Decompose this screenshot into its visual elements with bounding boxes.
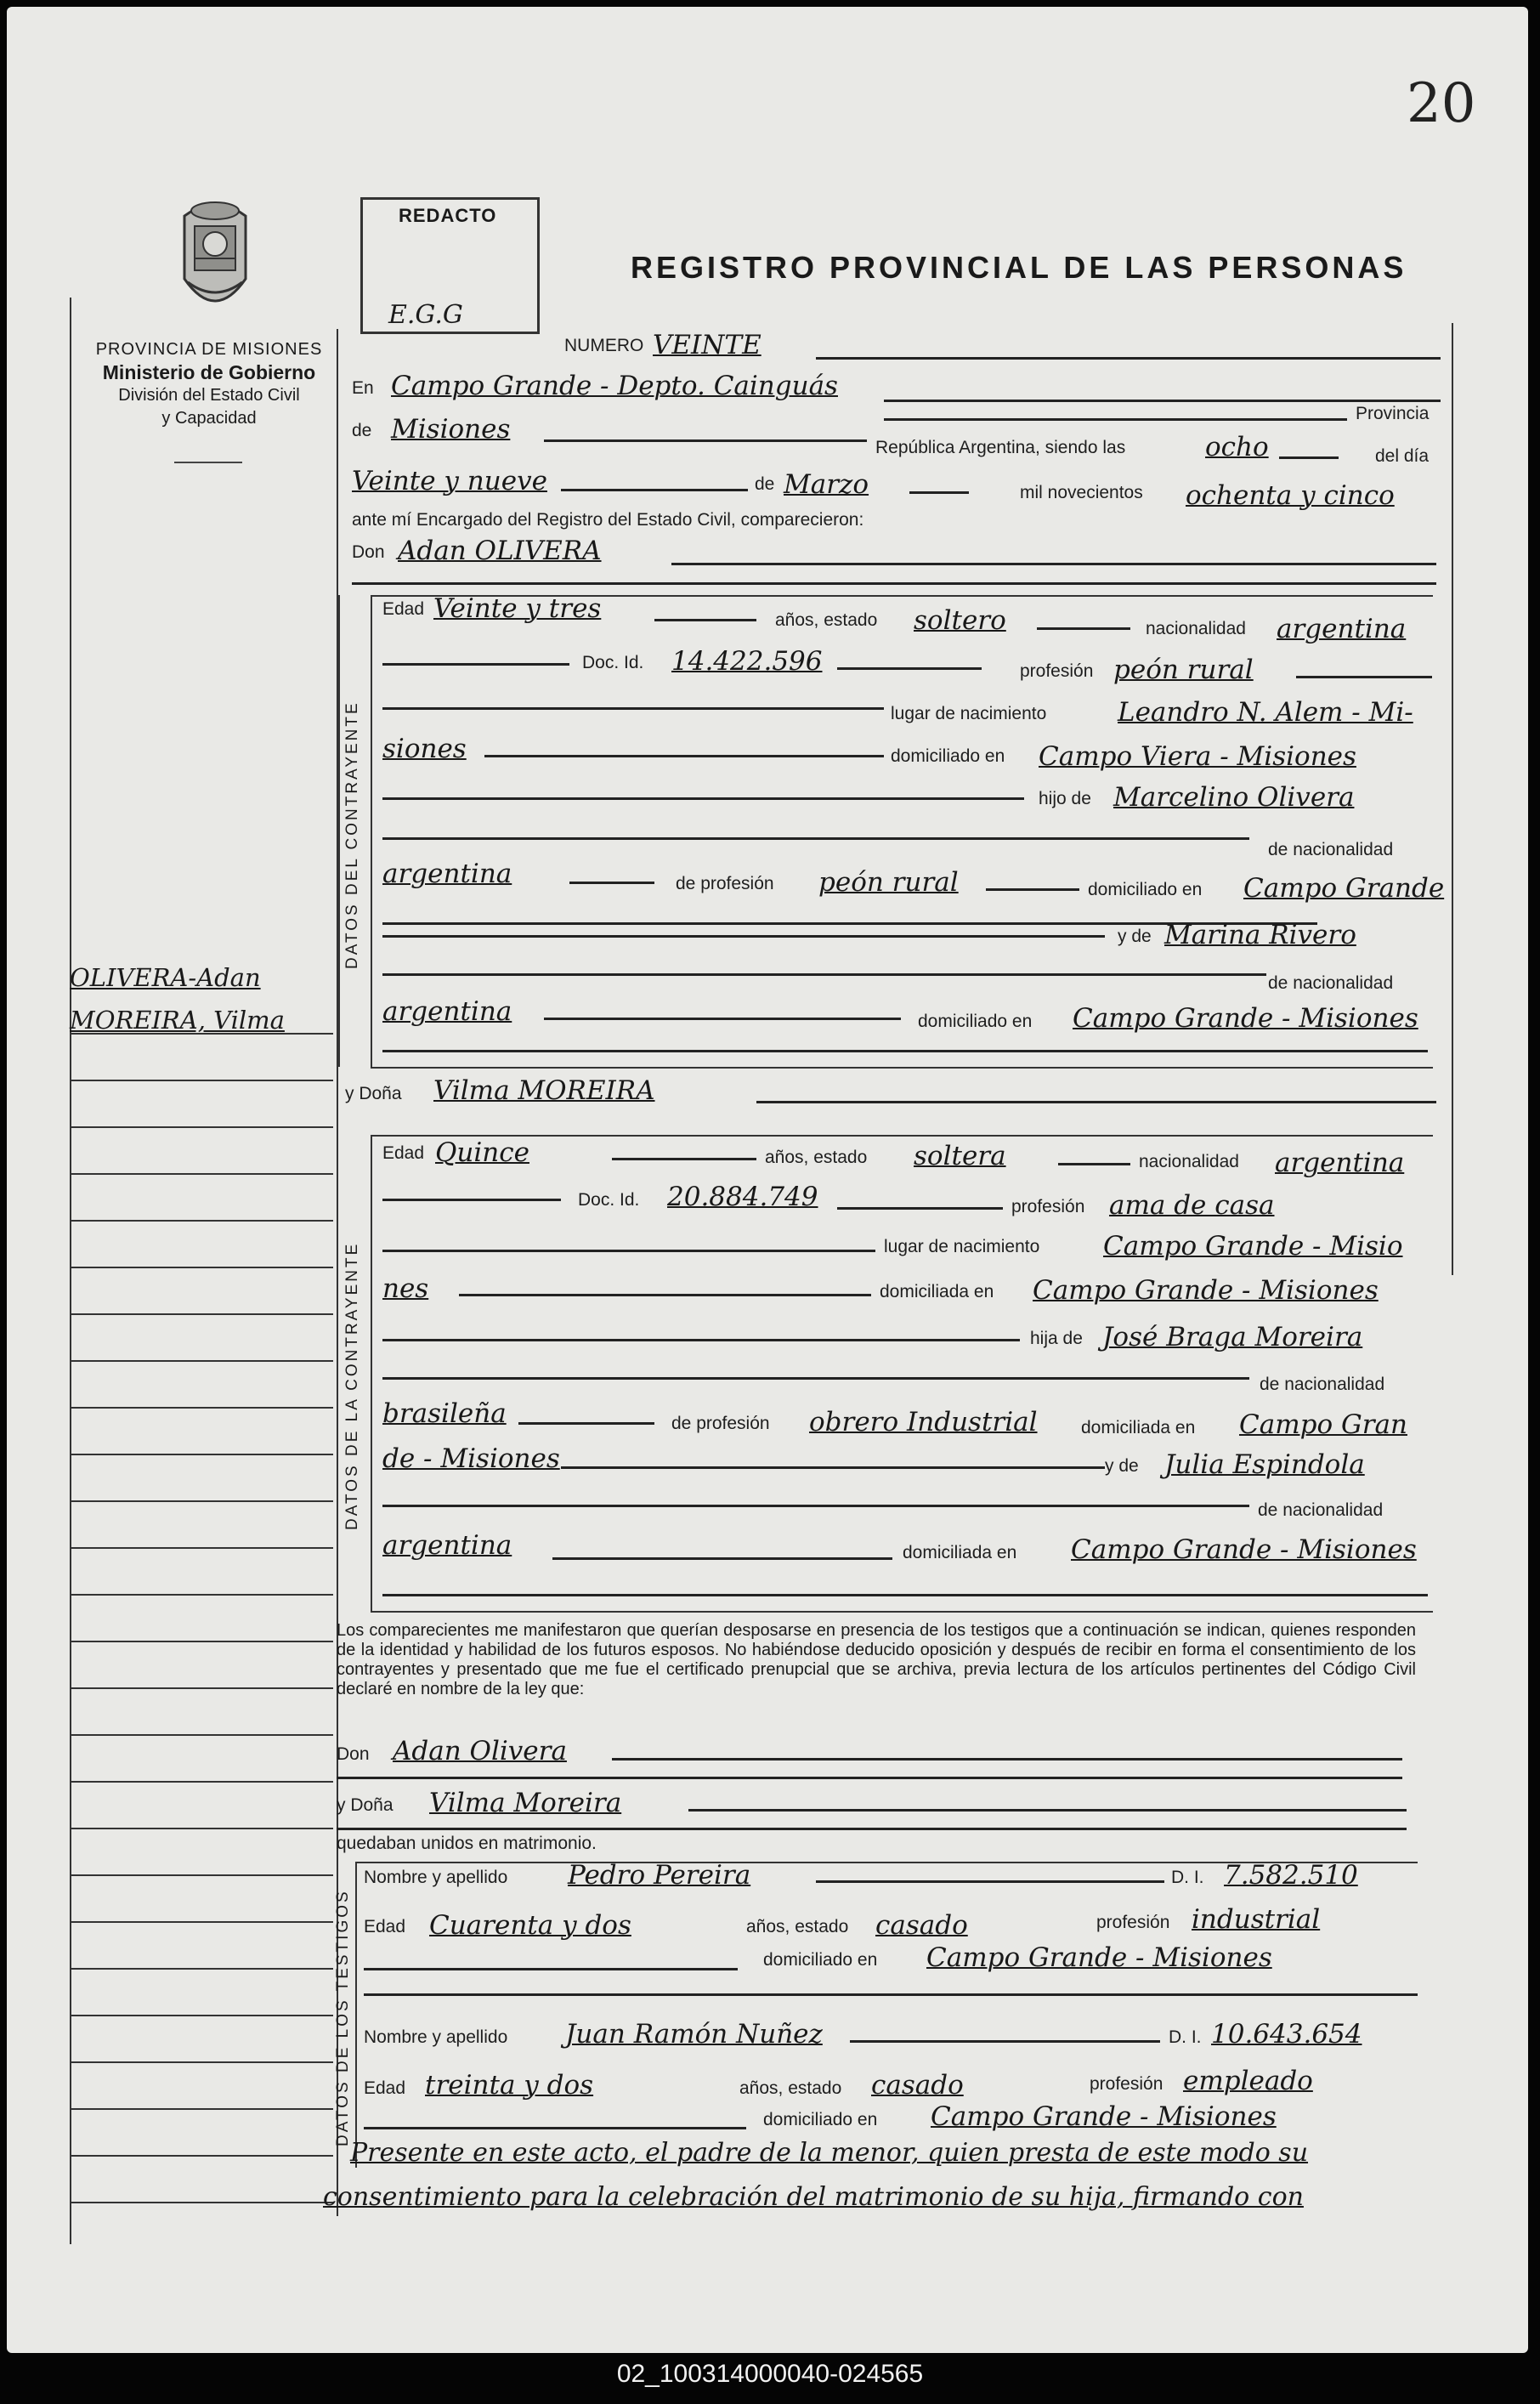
mes-line (909, 491, 969, 494)
f-padre-prof-value: obrero Industrial (809, 1407, 1038, 1437)
de-value: Misiones (391, 414, 511, 445)
contrayenta-bottom (371, 1611, 1433, 1613)
org-capacity: y Capacidad (161, 409, 257, 428)
f-padre-dom-label: domiciliada en (1081, 1418, 1196, 1437)
t1-profesion-value: industrial (1192, 1904, 1321, 1935)
f-domicilio-value: Campo Grande - Misiones (1033, 1275, 1379, 1306)
document-title: REGISTRO PROVINCIAL DE LAS PERSONAS (631, 250, 1407, 285)
del-dia-label: del día (1375, 446, 1430, 466)
f-edad-value: Quince (435, 1137, 529, 1168)
org-division: División del Estado Civil (118, 386, 300, 405)
f-bottom-line (382, 1594, 1428, 1596)
f-doc-value: 20.884.749 (667, 1182, 818, 1212)
f-lugar-value-2: nes (382, 1273, 429, 1304)
decl-don-label: Don (337, 1744, 370, 1764)
f-hija-line (382, 1339, 1020, 1341)
c-padre-dom-value: Campo Grande (1243, 873, 1445, 904)
mil-label: mil novecientos (1020, 483, 1143, 502)
f-padre-dom-line (561, 1466, 1105, 1469)
t2-di-label: D. I. (1169, 2027, 1202, 2047)
don-line-2 (352, 582, 1436, 585)
margin-name-groom: OLIVERA-Adan (70, 963, 261, 992)
c-hijo-line (382, 797, 1024, 800)
margin-border (70, 298, 71, 2244)
ante-label: ante mí Encargado del Registro del Estado Civil, comparecieron: (352, 510, 864, 530)
redacto-label: REDACTO (399, 205, 497, 226)
f-padre-dom-value-1: Campo Gran (1239, 1409, 1407, 1440)
decl-dona-label: y Doña (337, 1795, 393, 1815)
c-doc-value: 14.422.596 (671, 646, 823, 677)
de-mes-label: de (755, 474, 775, 494)
provincia-line (884, 418, 1347, 421)
f-madre-nac-value: argentina (382, 1530, 512, 1561)
t1-dom-line (364, 1968, 738, 1970)
anio-value: ochenta y cinco (1186, 480, 1395, 511)
t2-edad-label: Edad (364, 2078, 406, 2098)
t2-profesion-label: profesión (1090, 2074, 1163, 2094)
f-domiciliada-label: domiciliada en (880, 1282, 994, 1301)
dona-label: y Doña (345, 1084, 402, 1103)
f-lugar-line-2 (459, 1294, 871, 1296)
t2-edad-value: treinta y dos (425, 2070, 594, 2101)
t2-nombre-label: Nombre y apellido (364, 2027, 508, 2047)
t1-di-value: 7.582.510 (1224, 1860, 1358, 1891)
f-nacionalidad-value: argentina (1275, 1148, 1405, 1178)
f-hija-label: hija de (1030, 1329, 1083, 1348)
f-lugar-value-1: Campo Grande - Misio (1103, 1231, 1403, 1262)
numero-label: NUMERO (564, 336, 644, 355)
contrayente-side-rule (338, 595, 340, 1067)
contrayente-bottom (371, 1067, 1433, 1069)
f-padre-value: José Braga Moreira (1102, 1322, 1363, 1352)
f-madre-nac-label: de nacionalidad (1258, 1500, 1384, 1520)
t2-profesion-value: empleado (1183, 2066, 1313, 2096)
numero-line (816, 357, 1441, 360)
t2-dom-line (364, 2127, 746, 2129)
c-hijo-label: hijo de (1039, 789, 1091, 808)
c-lugar-line (382, 707, 884, 710)
f-lugar-line (382, 1250, 875, 1252)
f-estado-value: soltera (914, 1141, 1006, 1171)
f-madre-nac-line (382, 1505, 1249, 1507)
f-padre-nac-value: brasileña (382, 1398, 507, 1429)
t1-edad-value: Cuarenta y dos (429, 1910, 631, 1941)
c-madre-dom-value: Campo Grande - Misiones (1073, 1003, 1418, 1034)
f-profesion-label: profesión (1011, 1197, 1085, 1216)
c-estado-value: soltero (914, 605, 1006, 636)
c-padre-prof-label: de profesión (676, 874, 774, 893)
c-padre-nac-line (569, 882, 654, 884)
declaration-text: Los comparecientes me manifestaron que querían desposarse en presencia de los testigos que a continuación se indican, quienes responden de la identidad y habilidad de los futuros esposos. No habiéndose deducido oposición y después de recibir en forma el consentimiento de los contrayentes y presentado que me fue el certificado prenupcial que se archiva, previa lectura de los artículos pertinentes del Código Civil declaré en nombre de la ley que: (337, 1621, 1416, 1698)
testigos-section-label: DATOS DE LOS TESTIGOS (334, 1889, 352, 2146)
right-border (1452, 323, 1453, 1275)
f-doc-line-b (837, 1207, 1003, 1210)
c-nacionalidad-label: nacionalidad (1146, 619, 1246, 638)
contrayenta-bracket (371, 1135, 372, 1611)
c-profesion-value: peón rural (1113, 655, 1254, 685)
en-label: En (352, 378, 374, 398)
f-doc-line-a (382, 1199, 561, 1201)
dia-line (561, 489, 748, 491)
contrayenta-section-label: DATOS DE LA CONTRAYENTE (343, 1241, 361, 1530)
c-madre-line-b (382, 935, 1105, 938)
c-edad-value: Veinte y tres (433, 593, 602, 624)
f-madre-dom-value: Campo Grande - Misiones (1071, 1534, 1417, 1565)
provincial-crest-icon (164, 197, 266, 320)
contrayenta-name: Vilma MOREIRA (433, 1075, 655, 1106)
f-profesion-value: ama de casa (1109, 1190, 1275, 1221)
f-y-de-label: y de (1105, 1456, 1139, 1476)
c-doc-line-b (837, 667, 982, 670)
contrayente-name: Adan OLIVERA (398, 536, 602, 566)
de-line (544, 439, 867, 442)
c-profesion-label: profesión (1020, 661, 1094, 681)
f-padre-line (382, 1377, 1249, 1380)
c-nacionalidad-value: argentina (1277, 614, 1407, 644)
c-bottom-line (382, 1050, 1428, 1052)
c-padre-prof-value: peón rural (818, 867, 959, 898)
c-padre-prof-line (986, 888, 1079, 891)
c-padre-nac-label: de nacionalidad (1268, 840, 1394, 859)
hora-line (1279, 456, 1339, 459)
f-madre-value: Julia Espindola (1164, 1449, 1365, 1480)
mes-value: Marzo (784, 469, 869, 500)
c-lugar-value-1: Leandro N. Alem - Mi- (1118, 697, 1413, 728)
org-divider (174, 462, 242, 463)
provincia-label: Provincia (1356, 404, 1430, 423)
t1-estado-value: casado (875, 1910, 968, 1941)
c-padre-nac-value: argentina (382, 859, 512, 889)
c-lugar-value-2: siones (382, 734, 467, 764)
de-label: de (352, 421, 372, 440)
t1-domiciliado-label: domiciliado en (763, 1950, 878, 1970)
f-madre-dom-label: domiciliada en (903, 1543, 1017, 1562)
decl-dona-line (688, 1809, 1407, 1812)
f-anos-estado-label: años, estado (765, 1148, 868, 1167)
c-domicilio-value: Campo Viera - Misiones (1039, 741, 1356, 772)
decl-dona-value: Vilma Moreira (429, 1788, 622, 1818)
f-madre-dom-line (552, 1557, 892, 1560)
org-ministry: Ministerio de Gobierno (102, 361, 316, 383)
contrayenta-top (371, 1135, 1433, 1137)
f-nacionalidad-label: nacionalidad (1139, 1152, 1239, 1171)
quedaban-text: quedaban unidos en matrimonio. (337, 1834, 597, 1853)
c-anos-estado-label: años, estado (775, 610, 878, 630)
f-edad-label: Edad (382, 1143, 425, 1163)
decl-dona-line-2 (337, 1828, 1407, 1830)
c-madre-nac-value: argentina (382, 996, 512, 1027)
contrayente-bracket (371, 595, 372, 1067)
t1-domicilio-value: Campo Grande - Misiones (926, 1942, 1272, 1973)
c-padre-value: Marcelino Olivera (1113, 782, 1355, 813)
c-doc-label: Doc. Id. (582, 653, 644, 672)
t1-edad-label: Edad (364, 1917, 406, 1936)
c-madre-nac-label: de nacionalidad (1268, 973, 1394, 993)
c-madre-dom-label: domiciliado en (918, 1012, 1033, 1031)
t2-domicilio-value: Campo Grande - Misiones (931, 2101, 1277, 2132)
t2-estado-value: casado (871, 2070, 964, 2101)
t2-anos-estado-label: años, estado (739, 2078, 842, 2098)
c-doc-line-a (382, 663, 569, 666)
c-estado-line (1037, 627, 1130, 630)
t1-bottom-line (364, 1993, 1418, 1996)
dia-value: Veinte y nueve (352, 466, 547, 496)
org-block (82, 338, 337, 430)
hora-value: ocho (1205, 432, 1269, 462)
republica-label: República Argentina, siendo las (875, 438, 1126, 457)
c-domiciliado-label: domiciliado en (891, 746, 1005, 766)
page-number: 20 (1407, 72, 1476, 135)
c-y-de-label: y de (1118, 927, 1152, 946)
c-madre-dom-line (544, 1018, 901, 1020)
c-padre-dom-label: domiciliado en (1088, 880, 1203, 899)
t1-nombre-label: Nombre y apellido (364, 1868, 508, 1887)
t1-profesion-label: profesión (1096, 1913, 1170, 1932)
t1-anos-estado-label: años, estado (746, 1917, 849, 1936)
f-edad-line (612, 1158, 756, 1160)
c-edad-label: Edad (382, 599, 425, 619)
f-padre-prof-label: de profesión (671, 1414, 770, 1433)
f-estado-line (1058, 1163, 1130, 1165)
margin-name-bride: MOREIRA, Vilma (70, 1006, 285, 1035)
t2-domiciliado-label: domiciliado en (763, 2110, 878, 2129)
don-label: Don (352, 542, 385, 562)
f-doc-label: Doc. Id. (578, 1190, 640, 1210)
t1-nombre-line (816, 1880, 1164, 1883)
c-padre-line (382, 837, 1249, 840)
redacto-initials: E.G.G (388, 300, 463, 330)
c-lugar-line-2 (484, 755, 884, 757)
f-lugar-label: lugar de nacimiento (884, 1237, 1040, 1256)
numero-value: VEINTE (653, 330, 762, 360)
dona-line (756, 1101, 1436, 1103)
c-madre-nac-line (382, 973, 1266, 976)
note-line-1: Presente en este acto, el padre de la menor, quien presta de este modo su (350, 2138, 1309, 2168)
f-padre-nac-line (518, 1422, 654, 1425)
f-padre-nac-label: de nacionalidad (1260, 1375, 1385, 1394)
f-padre-dom-value-2: de - Misiones (382, 1443, 560, 1474)
redacto-box (360, 197, 540, 334)
contrayente-section-label: DATOS DEL CONTRAYENTE (343, 700, 361, 969)
t2-di-value: 10.643.654 (1211, 2019, 1362, 2050)
en-line (884, 400, 1441, 402)
t1-nombre-value: Pedro Pereira (568, 1860, 751, 1891)
t1-di-label: D. I. (1171, 1868, 1204, 1887)
c-madre-value: Marina Rivero (1164, 920, 1356, 950)
testigos-bracket (355, 1862, 357, 2168)
c-edad-line (654, 619, 756, 621)
decl-don-value: Adan Olivera (393, 1736, 567, 1766)
c-lugar-label: lugar de nacimiento (891, 704, 1047, 723)
footer-identifier: 02_100314000040-024565 (616, 2360, 924, 2388)
don-line (671, 563, 1436, 565)
c-profesion-line (1296, 676, 1432, 678)
org-province: PROVINCIA DE MISIONES (95, 340, 323, 359)
note-line-2: consentimiento para la celebración del matrimonio de su hija, firmando con (323, 2182, 1304, 2212)
t2-nombre-line (850, 2040, 1160, 2043)
decl-don-line-2 (337, 1777, 1402, 1779)
decl-don-line (612, 1758, 1402, 1760)
t2-nombre-value: Juan Ramón Nuñez (565, 2019, 823, 2050)
en-value: Campo Grande - Depto. Cainguás (391, 371, 838, 401)
